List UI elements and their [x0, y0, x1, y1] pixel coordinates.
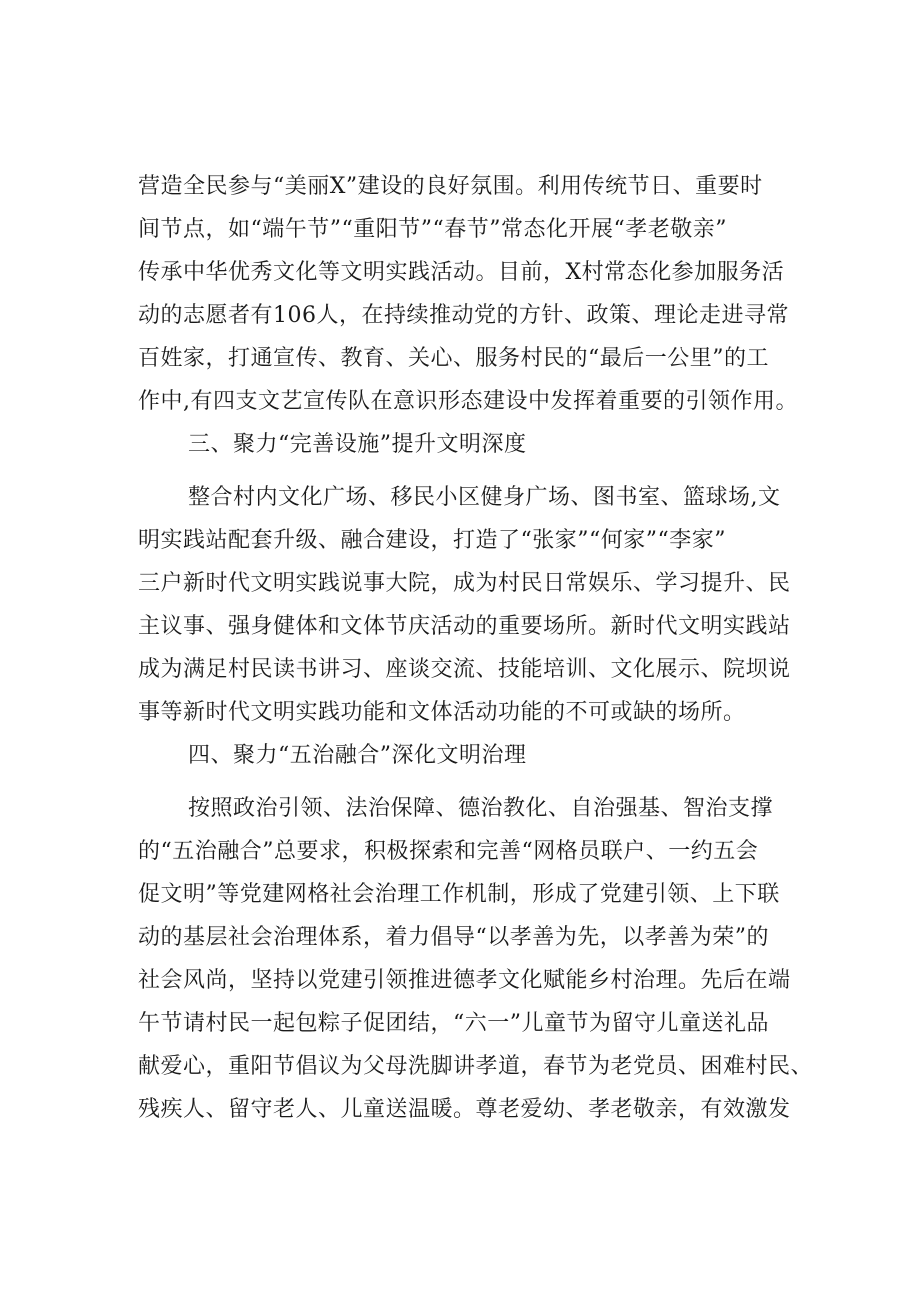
paragraph-line: 献爱心，重阳节倡议为父母洗脚讲孝道，春节为老党员、困难村民、 — [138, 1054, 814, 1079]
paragraph-line: 作中,有四支文艺宣传队在意识形态建设中发挥着重要的引领作用。 — [138, 389, 798, 414]
paragraph-line: 整合村内文化广场、移民小区健身广场、图书室、篮球场,文 — [188, 485, 781, 510]
paragraph-line: 按照政治引领、法治保障、德治教化、自治强基、智治支撑 — [188, 796, 774, 821]
paragraph-line: 残疾人、留守老人、儿童送温暖。尊老爱幼、孝老敬亲，有效激发 — [138, 1097, 791, 1122]
paragraph-line: 动的基层社会治理体系，着力倡导“以孝善为先，以孝善为荣”的 — [138, 925, 769, 950]
section-heading-3: 三、聚力“完善设施”提升文明深度 — [188, 432, 527, 457]
paragraph-line: 间节点，如“端午节”“重阳节”“春节”常态化开展“孝老敬亲” — [138, 217, 727, 242]
paragraph-line: 营造全民参与“美丽X”建设的良好氛围。利用传统节日、重要时 — [138, 174, 763, 199]
paragraph-line: 午节请村民一起包粽子促团结，“六一”儿童节为留守儿童送礼品 — [138, 1011, 769, 1036]
paragraph-line: 三户新时代文明实践说事大院，成为村民日常娱乐、学习提升、民 — [138, 571, 791, 596]
paragraph-line: 成为满足村民读书讲习、座谈交流、技能培训、文化展示、院坝说 — [138, 657, 791, 682]
paragraph-line: 明实践站配套升级、融合建设，打造了“张家”“何家”“李家” — [138, 528, 726, 553]
paragraph-line: 的“五治融合”总要求，积极探索和完善“网格员联户、一约五会 — [138, 839, 759, 864]
paragraph-line: 社会风尚，坚持以党建引领推进德孝文化赋能乡村治理。先后在端 — [138, 968, 791, 993]
paragraph-line: 动的志愿者有106人，在持续推动党的方针、政策、理论走进寻常 — [138, 303, 789, 328]
paragraph-line: 传承中华优秀文化等文明实践活动。目前，X村常态化参加服务活 — [138, 260, 785, 285]
section-heading-4: 四、聚力“五治融合”深化文明治理 — [188, 743, 527, 768]
paragraph-line: 主议事、强身健体和文体节庆活动的重要场所。新时代文明实践站 — [138, 614, 791, 639]
paragraph-line: 促文明”等党建网格社会治理工作机制，形成了党建引领、上下联 — [138, 882, 780, 907]
paragraph-line: 事等新时代文明实践功能和文体活动功能的不可或缺的场所。 — [138, 700, 746, 725]
paragraph-line: 百姓家，打通宣传、教育、关心、服务村民的“最后一公里”的工 — [138, 346, 769, 371]
